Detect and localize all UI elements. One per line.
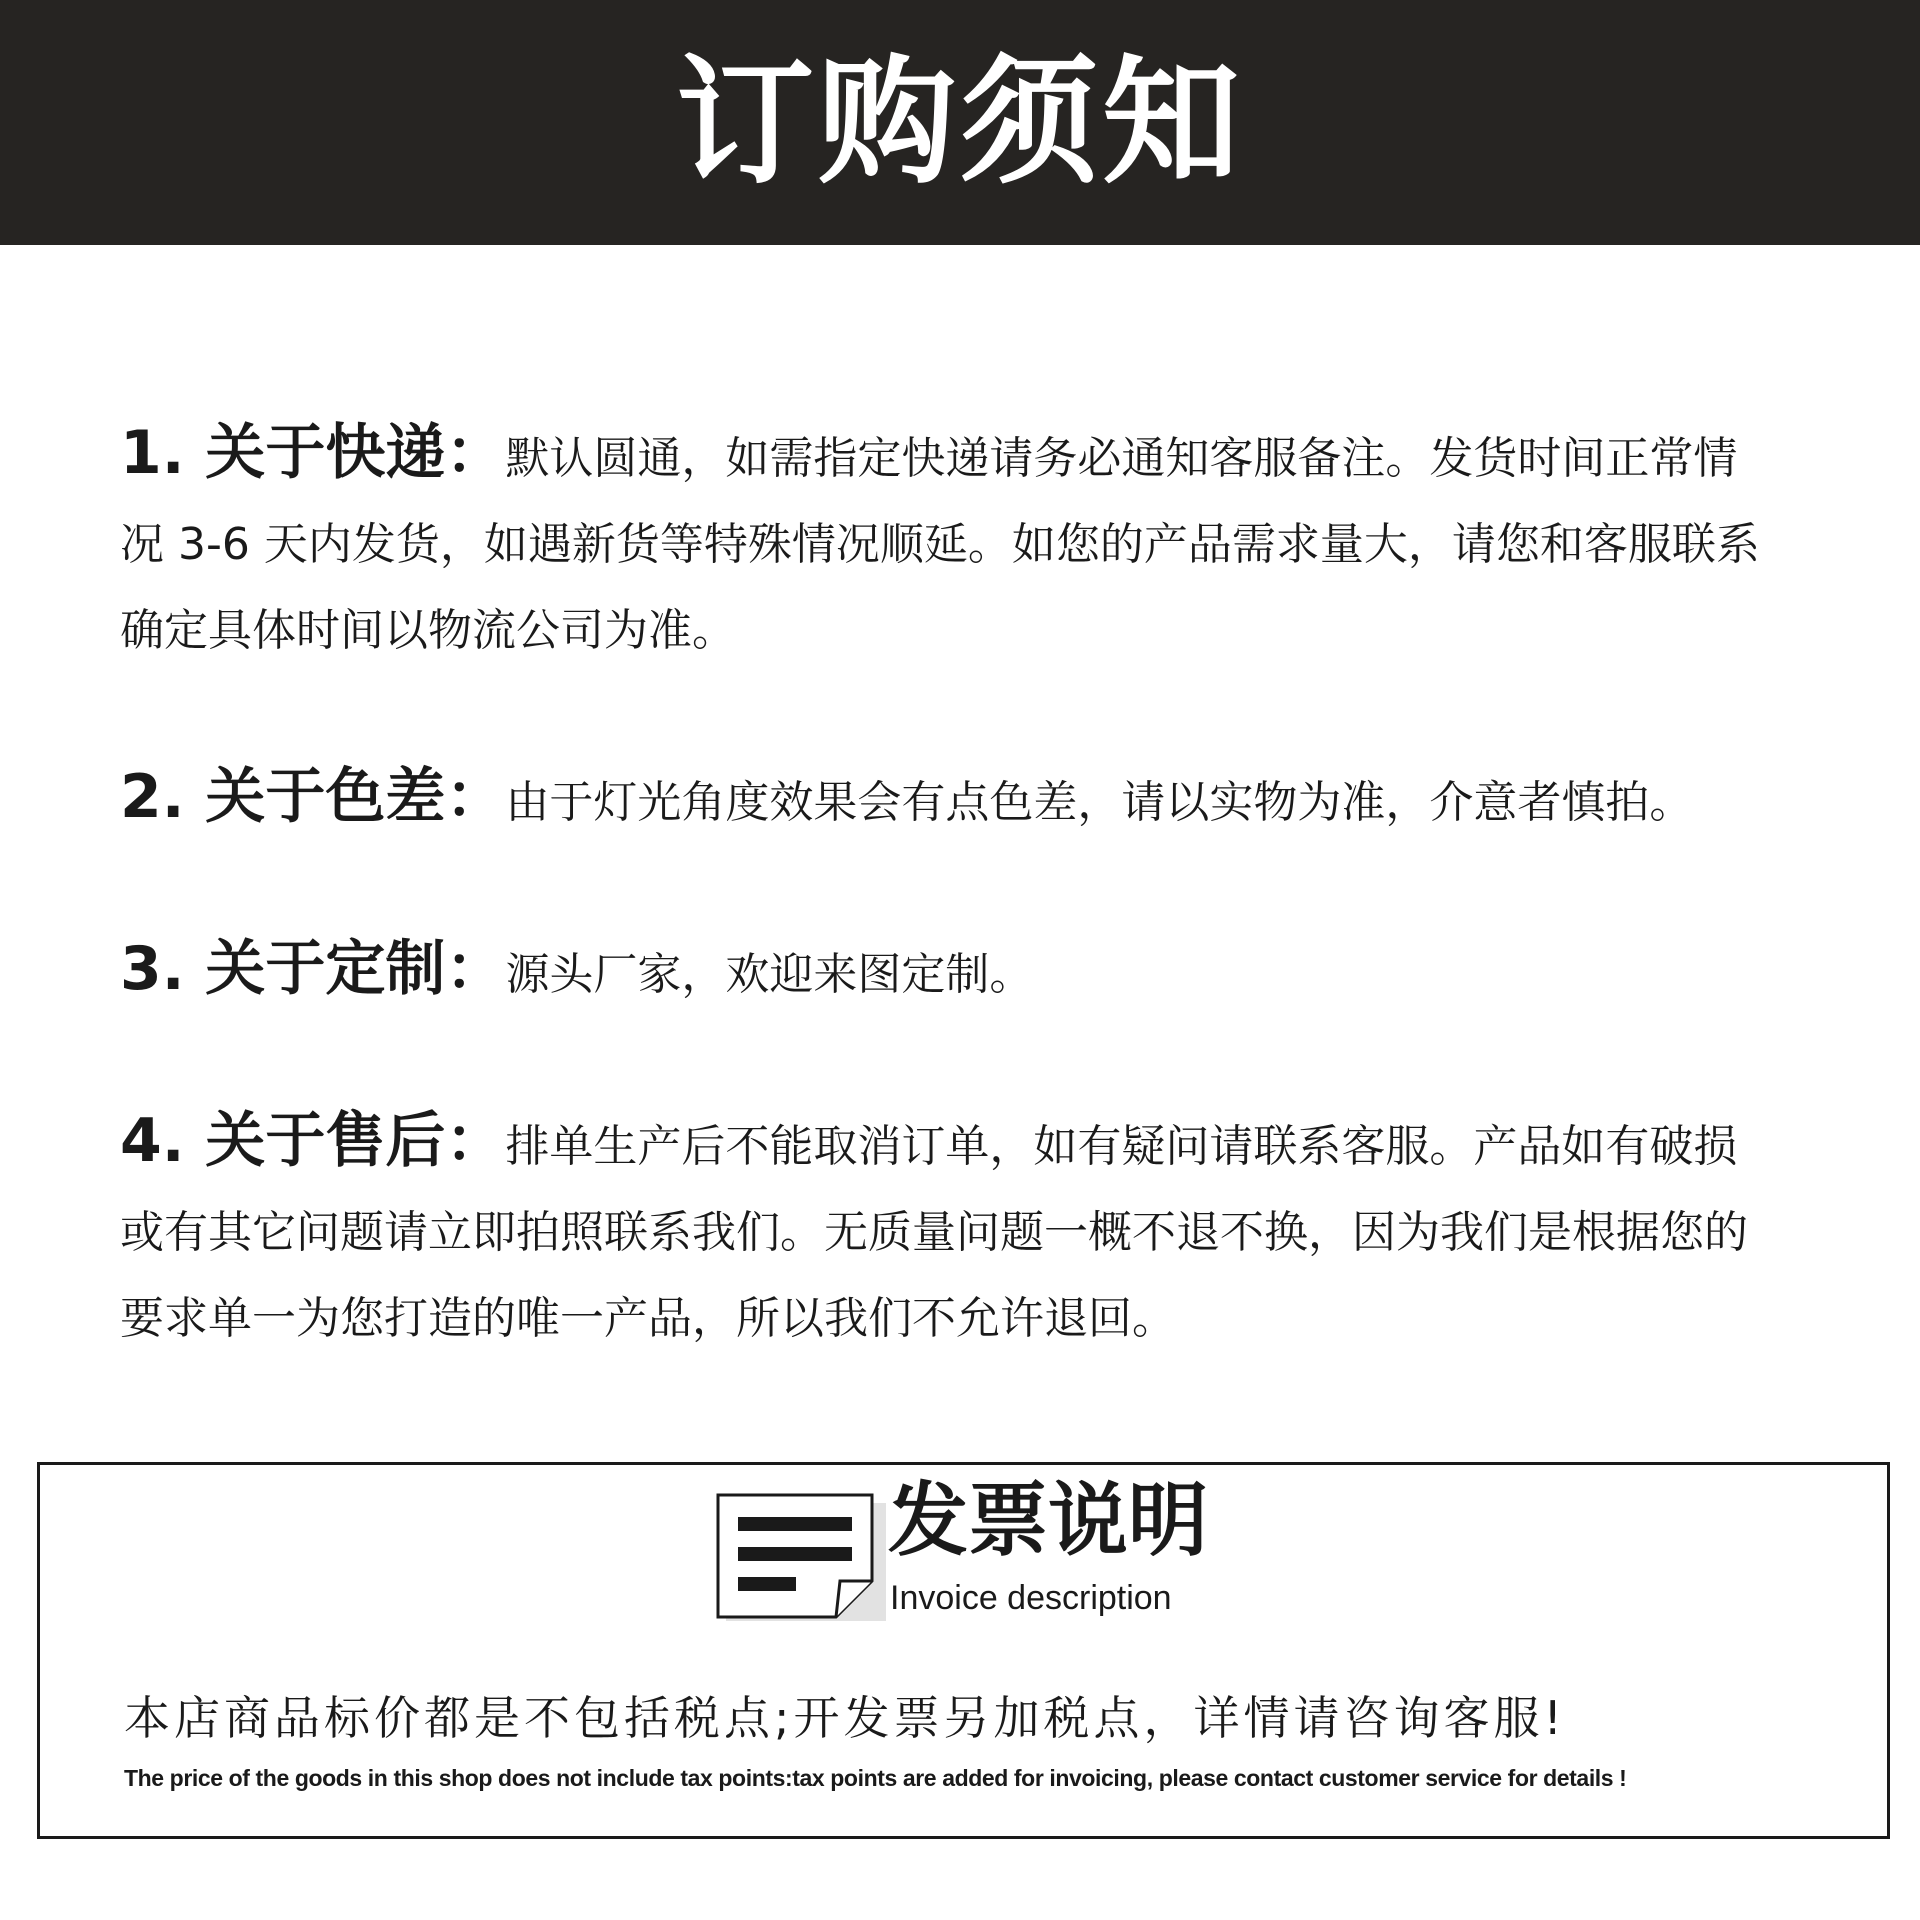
notice-item-customization xyxy=(120,926,1760,1018)
invoice-title: 发票说明 xyxy=(888,1474,1208,1567)
notice-heading: 2. 关于色差： xyxy=(120,762,506,832)
notice-heading: 3. 关于定制： xyxy=(120,934,506,1004)
notice-item-after-sales xyxy=(120,1098,1760,1362)
notice-heading: 4. 关于售后： xyxy=(120,1106,506,1176)
invoice-note-chinese: 本店商品标价都是不包括税点;开发票另加税点，详情请咨询客服! xyxy=(124,1691,1566,1745)
notice-item-express xyxy=(120,410,1760,674)
invoice-note-english: The price of the goods in this shop does not include tax points:tax points are added for invoicing, please contact customer service for details ! xyxy=(124,1765,1627,1791)
document-icon xyxy=(700,1485,900,1635)
page-title: 订购须知 xyxy=(675,41,1244,203)
notice-text: 由于灯光角度效果会有点色差，请以实物为准，介意者慎拍。 xyxy=(505,777,1694,828)
header-banner xyxy=(0,0,1920,245)
notice-text: 默认圆通，如需指定快递请务必通知客服备注。发货时间正常情况 3-6 天内发货，如遇新货等特殊情况顺延。如您的产品需求量大，请您和客服联系确定具体时间以物流公司为准。 xyxy=(120,433,1760,656)
notice-text: 排单生产后不能取消订单，如有疑问请联系客服。产品如有破损或有其它问题请立即拍照联系我们。无质量问题一概不退不换，因为我们是根据您的要求单一为您打造的唯一产品，所以我们不允许退回。 xyxy=(120,1121,1748,1344)
invoice-section xyxy=(37,1462,1890,1839)
notice-list xyxy=(120,410,1760,1362)
invoice-subtitle: Invoice description xyxy=(890,1579,1172,1617)
notice-item-color-difference xyxy=(120,754,1760,846)
notice-text: 源头厂家，欢迎来图定制。 xyxy=(505,949,1034,1000)
notice-heading: 1. 关于快递： xyxy=(120,418,506,488)
